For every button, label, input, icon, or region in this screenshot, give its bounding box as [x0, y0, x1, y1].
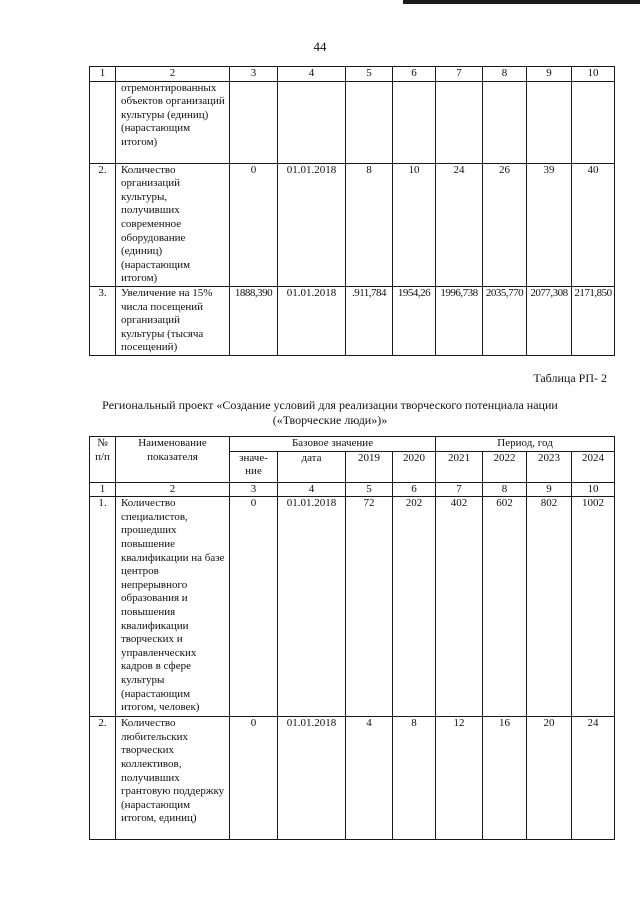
index-cell: 6 — [393, 67, 436, 82]
base-date: 01.01.2018 — [278, 286, 346, 355]
index-cell: 6 — [393, 482, 436, 497]
base-value: 0 — [230, 497, 278, 717]
value-2024 — [572, 81, 615, 163]
header-2021: 2021 — [436, 451, 483, 482]
value-2023: 2077,308 — [527, 286, 572, 355]
value-2021: 24 — [436, 163, 483, 286]
indicator-name: Количество любительских творческих коллективов, получивших грантовую поддержку (нарастающим итогом, единиц) — [116, 717, 230, 840]
header-2020: 2020 — [393, 451, 436, 482]
base-date: 01.01.2018 — [278, 717, 346, 840]
table-continuation — [89, 66, 615, 356]
header-2019: 2019 — [346, 451, 393, 482]
value-2023: 39 — [527, 163, 572, 286]
row-number: 3. — [90, 286, 116, 355]
index-cell: 9 — [527, 482, 572, 497]
base-value: 0 — [230, 163, 278, 286]
row-number: 2. — [90, 717, 116, 840]
value-2021: 1996,738 — [436, 286, 483, 355]
header-num: № п/п — [90, 437, 116, 483]
index-cell: 10 — [572, 67, 615, 82]
value-2020: 202 — [393, 497, 436, 717]
index-cell: 8 — [483, 67, 527, 82]
indicator-name: Количество организаций культуры, получивших современное оборудование (единиц) (нарастающим итогом) — [116, 163, 230, 286]
value-2024: 40 — [572, 163, 615, 286]
index-row — [90, 67, 615, 82]
value-2021: 12 — [436, 717, 483, 840]
index-cell: 8 — [483, 482, 527, 497]
header-2024: 2024 — [572, 451, 615, 482]
value-2019: 8 — [346, 163, 393, 286]
table-row — [90, 717, 615, 840]
table-row — [90, 286, 615, 355]
index-cell: 1 — [90, 67, 116, 82]
index-cell: 3 — [230, 67, 278, 82]
value-2020: 8 — [393, 717, 436, 840]
header-value: значе-ние — [230, 451, 278, 482]
header-2023: 2023 — [527, 451, 572, 482]
base-value: 1888,390 — [230, 286, 278, 355]
index-cell: 7 — [436, 482, 483, 497]
table-row — [90, 497, 615, 717]
value-2021: 402 — [436, 497, 483, 717]
value-2020 — [393, 81, 436, 163]
index-cell: 5 — [346, 482, 393, 497]
table-row — [90, 163, 615, 286]
page-number: 44 — [313, 39, 327, 54]
row-number — [90, 81, 116, 163]
value-2019: .911,784 — [346, 286, 393, 355]
value-2022 — [483, 81, 527, 163]
row-number: 1. — [90, 497, 116, 717]
value-2023: 20 — [527, 717, 572, 840]
value-2019 — [346, 81, 393, 163]
header-row — [90, 437, 615, 452]
base-date — [278, 81, 346, 163]
value-2022: 602 — [483, 497, 527, 717]
base-date: 01.01.2018 — [278, 497, 346, 717]
value-2022: 16 — [483, 717, 527, 840]
index-cell: 4 — [278, 482, 346, 497]
header-name: Наименование показателя — [116, 437, 230, 483]
header-2022: 2022 — [483, 451, 527, 482]
value-2022: 2035,770 — [483, 286, 527, 355]
base-value — [230, 81, 278, 163]
index-cell: 7 — [436, 67, 483, 82]
index-cell: 4 — [278, 67, 346, 82]
index-cell: 3 — [230, 482, 278, 497]
value-2022: 26 — [483, 163, 527, 286]
indicator-name: Количество специалистов, прошедших повышение квалификации на базе центров непрерывного образования и повышения квалификации творческих и управленческих кадров в сфере культуры (нарастающим итогом, человек) — [116, 497, 230, 717]
indicator-name: отремонтированных объектов организаций культуры (единиц) (нарастающим итогом) — [116, 81, 230, 163]
header-date: дата — [278, 451, 346, 482]
base-value: 0 — [230, 717, 278, 840]
value-2023 — [527, 81, 572, 163]
index-cell: 2 — [116, 482, 230, 497]
value-2020: 10 — [393, 163, 436, 286]
index-cell: 9 — [527, 67, 572, 82]
index-cell: 2 — [116, 67, 230, 82]
table-caption: Таблица РП- 2 — [533, 371, 607, 385]
value-2019: 4 — [346, 717, 393, 840]
value-2021 — [436, 81, 483, 163]
index-row — [90, 482, 615, 497]
value-2020: 1954,26 — [393, 286, 436, 355]
base-date: 01.01.2018 — [278, 163, 346, 286]
table-rp2 — [89, 436, 615, 840]
value-2024: 24 — [572, 717, 615, 840]
indicator-name: Увеличение на 15% числа посещений организаций культуры (тысяча посещений) — [116, 286, 230, 355]
index-cell: 1 — [90, 482, 116, 497]
value-2019: 72 — [346, 497, 393, 717]
header-period: Период, год — [436, 437, 615, 452]
table-row — [90, 81, 615, 163]
value-2023: 802 — [527, 497, 572, 717]
scan-edge-mark — [403, 0, 640, 4]
project-title: Региональный проект «Создание условий для реализации творческого потенциала нации («Творческие люди»)» — [102, 398, 558, 427]
value-2024: 1002 — [572, 497, 615, 717]
row-number: 2. — [90, 163, 116, 286]
index-cell: 10 — [572, 482, 615, 497]
value-2024: 2171,850 — [572, 286, 615, 355]
index-cell: 5 — [346, 67, 393, 82]
header-base: Базовое значение — [230, 437, 436, 452]
